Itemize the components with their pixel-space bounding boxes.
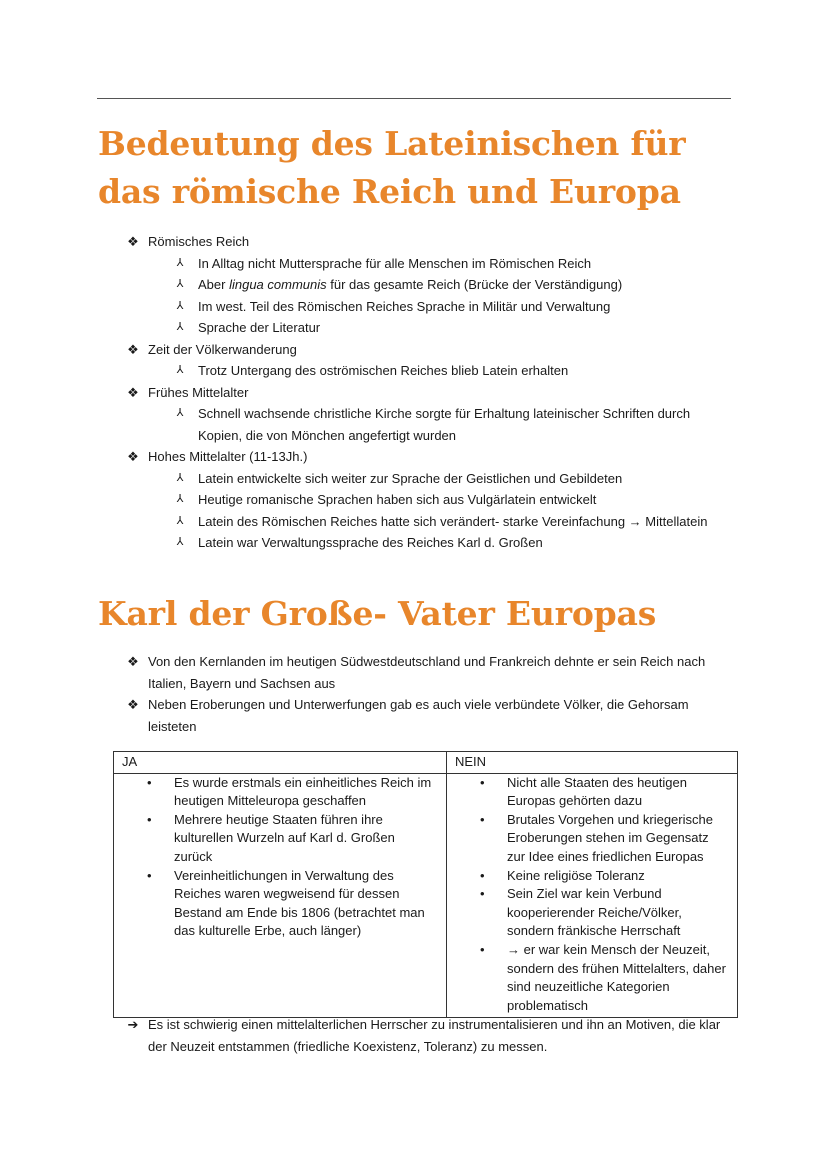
diamond-bullet-icon: ❖ — [127, 234, 139, 249]
section-karl-list — [0, 651, 828, 737]
sub-list-item: ⅄ Heutige romanische Sprachen haben sich aus Vulgärlatein entwickelt — [0, 489, 828, 511]
table-list-item: • Vereinheitlichungen in Verwaltung des Reiches waren wegweisend für dessen Bestand am Ende bis 1806 (betrachtet man das kulturelle Erbe, auch länger) — [147, 867, 425, 939]
dot-bullet-icon: • — [480, 886, 485, 902]
dot-bullet-icon: • — [480, 811, 485, 827]
sub-list-item: ⅄ Latein des Römischen Reiches hatte sich verändert- starke Vereinfachung → Mittellatein — [0, 511, 828, 533]
caret-bullet-icon: ⅄ — [176, 321, 184, 333]
dot-bullet-icon: • — [480, 867, 485, 883]
table-list-item: • Sein Ziel war kein Verbund kooperierender Reiche/Völker, sondern fränkische Herrschaft — [480, 886, 682, 939]
list-item: ❖ Zeit der Völkerwanderung — [0, 339, 828, 361]
table-list-item: • Nicht alle Staaten des heutigen Europas gehörten dazu — [480, 774, 687, 809]
sub-list-item: ⅄ Latein war Verwaltungssprache des Reiches Karl d. Großen — [0, 532, 828, 554]
list-item: ❖ Römisches Reich — [0, 231, 828, 253]
list-item: ❖ Neben Eroberungen und Unterwerfungen gab es auch viele verbündete Völker, die Gehorsam leisteten — [0, 694, 828, 737]
sub-list-item: ⅄ Schnell wachsende christliche Kirche sorgte für Erhaltung lateinischer Schriften durch Kopien, die von Mönchen angefertigt wurden — [0, 403, 828, 446]
arrow-bullet-icon: ➔ — [127, 1017, 139, 1032]
caret-bullet-icon: ⅄ — [176, 278, 184, 290]
caret-bullet-icon: ⅄ — [176, 407, 184, 419]
dot-bullet-icon: • — [480, 774, 485, 790]
caret-bullet-icon: ⅄ — [176, 256, 184, 269]
diamond-bullet-icon: ❖ — [127, 341, 139, 357]
dot-bullet-icon: • — [480, 941, 485, 957]
ja-nein-table — [113, 751, 738, 1018]
sub-list-item: ⅄ Aber lingua communis für das gesamte Reich (Brücke der Verständigung) — [0, 274, 828, 296]
table-list-item: • Brutales Vorgehen und kriegerische Eroberungen stehen im Gegensatz zur Idee eines friedlichen Europas — [480, 811, 713, 864]
table-list-item: • Keine religiöse Toleranz — [447, 867, 737, 886]
caret-bullet-icon: ⅄ — [176, 514, 184, 527]
caret-bullet-icon: ⅄ — [176, 299, 184, 312]
table-list-item: • → er war kein Mensch der Neuzeit, sondern des frühen Mittelalters, daher sind neuzeitliche Kategorien problematisch — [480, 941, 726, 1013]
dot-bullet-icon: • — [147, 811, 152, 827]
sub-list-item: ⅄ Im west. Teil des Römischen Reiches Sprache in Militär und Verwaltung — [0, 296, 828, 318]
sub-list-item: ⅄ Latein entwickelte sich weiter zur Sprache der Geistlichen und Gebildeten — [0, 468, 828, 490]
dot-bullet-icon: • — [147, 774, 152, 790]
conclusion — [0, 1014, 828, 1058]
section-latin-list — [0, 231, 828, 554]
list-item: ❖ Frühes Mittelalter — [0, 382, 828, 404]
list-item: ❖ Von den Kernlanden im heutigen Südwestdeutschland und Frankreich dehnte er sein Reich nach Italien, Bayern und Sachsen aus — [0, 651, 828, 694]
diamond-bullet-icon: ❖ — [127, 449, 139, 464]
sub-list-item: ⅄ Sprache der Literatur — [0, 317, 828, 339]
nein-column — [447, 773, 738, 1018]
caret-bullet-icon: ⅄ — [176, 471, 184, 484]
table-header-nein: NEIN — [447, 752, 738, 774]
caret-bullet-icon: ⅄ — [176, 493, 184, 505]
caret-bullet-icon: ⅄ — [176, 364, 184, 376]
table-list-item: • Mehrere heutige Staaten führen ihre kulturellen Wurzeln auf Karl d. Großen zurück — [147, 811, 395, 864]
table-list-item: • Es wurde erstmals ein einheitliches Reich im heutigen Mitteleuropa geschaffen — [147, 774, 432, 809]
heading-latin-importance: Bedeutung des Lateinischen für das römische Reich und Europa — [98, 124, 686, 211]
caret-bullet-icon: ⅄ — [176, 536, 184, 548]
ja-column — [114, 773, 447, 1018]
top-rule — [97, 98, 731, 99]
sub-list-item: ⅄ Trotz Untergang des oströmischen Reiches blieb Latein erhalten — [0, 360, 828, 382]
diamond-bullet-icon: ❖ — [127, 697, 139, 712]
diamond-bullet-icon: ❖ — [127, 384, 139, 400]
heading-karl-der-grosse: Karl der Große- Vater Europas — [98, 594, 657, 633]
list-item: ❖ Hohes Mittelalter (11-13Jh.) — [0, 446, 828, 468]
sub-list-item: ⅄ In Alltag nicht Muttersprache für alle Menschen im Römischen Reich — [0, 253, 828, 275]
diamond-bullet-icon: ❖ — [127, 654, 139, 669]
table-header-ja: JA — [114, 752, 447, 774]
dot-bullet-icon: • — [147, 867, 152, 883]
conclusion-item: ➔ Es ist schwierig einen mittelalterlichen Herrscher zu instrumentalisieren und ihn an Motiven, die klar der Neuzeit entstammen (friedliche Koexistenz, Toleranz) zu messen. — [0, 1014, 828, 1058]
